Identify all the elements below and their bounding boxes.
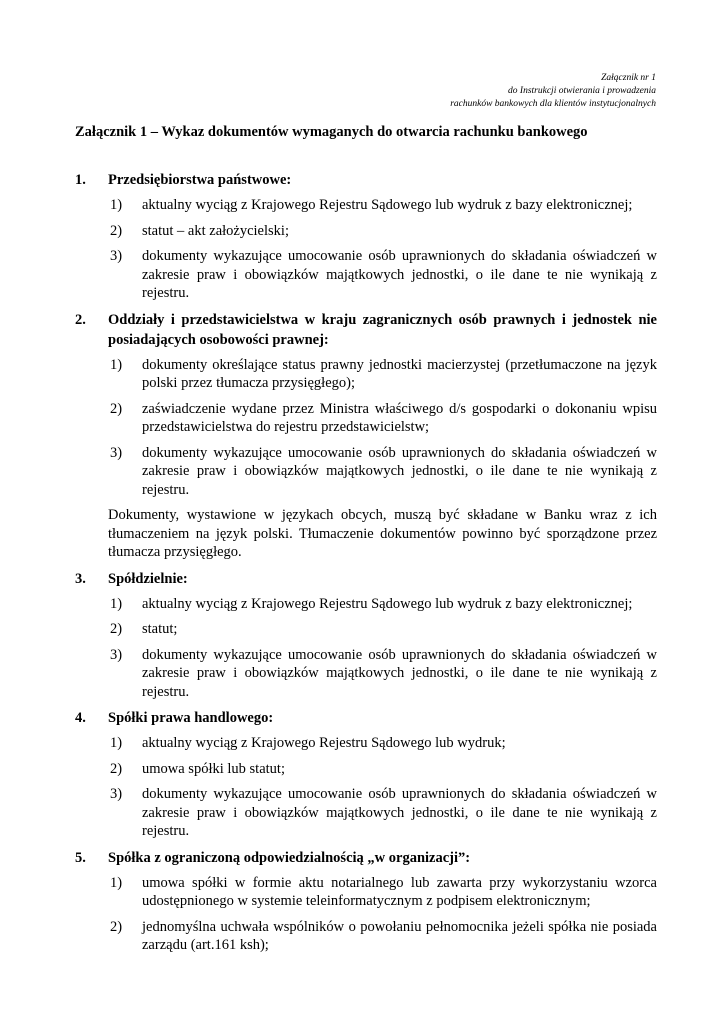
section-heading-text: Oddziały i przedstawicielstwa w kraju zagranicznych osób prawnych i jednostek nie posiadających osobowości prawnej:: [108, 311, 657, 348]
item-number: 3): [110, 444, 123, 461]
section-number: 2.: [75, 311, 86, 328]
list-item: [75, 444, 657, 500]
list-item: [75, 620, 657, 639]
header-note-line-3: rachunków bankowych dla klientów instytucjonalnych: [450, 99, 656, 109]
item-number: 2): [110, 222, 123, 239]
section-5: [75, 848, 657, 955]
attachment-header-note: [450, 72, 656, 111]
item-number: 2): [110, 400, 123, 417]
list-item: [75, 874, 657, 911]
section-items: [75, 356, 657, 500]
list-item: [75, 595, 657, 614]
section-1: [75, 170, 657, 303]
header-note-line-2: do Instrukcji otwierania i prowadzenia: [508, 86, 656, 96]
list-item: [75, 785, 657, 841]
section-heading: [75, 310, 657, 350]
list-item: [75, 196, 657, 215]
document-title: Załącznik 1 – Wykaz dokumentów wymaganych do otwarcia rachunku bankowego: [75, 124, 588, 140]
item-text: aktualny wyciąg z Krajowego Rejestru Sądowego lub wydruk;: [142, 735, 506, 751]
section-items: [75, 196, 657, 303]
section-heading-text: Przedsiębiorstwa państwowe:: [108, 172, 292, 188]
item-number: 3): [110, 786, 123, 802]
list-item: [75, 646, 657, 702]
sections-list: [75, 170, 657, 962]
section-heading: [75, 170, 657, 190]
section-2: [75, 310, 657, 562]
section-number: 1.: [75, 172, 86, 188]
list-item: [75, 760, 657, 779]
section-number: 5.: [75, 849, 86, 866]
list-item: [75, 247, 657, 303]
section-heading: [75, 708, 657, 728]
item-text: dokumenty wykazujące umocowanie osób uprawnionych do składania oświadczeń w zakresie praw i obowiązków majątkowych jednostki, o ile dane te nie wynikają z rejestru.: [142, 786, 657, 839]
list-item: [75, 734, 657, 753]
item-number: 2): [110, 918, 123, 935]
item-number: 3): [110, 646, 123, 663]
item-number: 1): [110, 595, 123, 612]
list-item: [75, 918, 657, 955]
item-text: statut;: [142, 621, 178, 637]
item-number: 2): [110, 760, 123, 777]
section-heading-text: Spółki prawa handlowego:: [108, 710, 274, 726]
item-text: jednomyślna uchwała wspólników o powołaniu pełnomocnika jeżeli spółka nie posiada zarządu (art.161 ksh);: [142, 918, 657, 953]
section-heading: [75, 848, 657, 868]
section-4: [75, 708, 657, 841]
item-text: zaświadczenie wydane przez Ministra właściwego d/s gospodarki o dokonaniu wpisu przedstawicielstwa do rejestru przedstawicielstw;: [142, 400, 657, 435]
item-number: 1): [110, 356, 123, 373]
item-text: aktualny wyciąg z Krajowego Rejestru Sądowego lub wydruk z bazy elektronicznej;: [142, 197, 633, 213]
item-text: statut – akt założycielski;: [142, 222, 289, 239]
section-3: [75, 569, 657, 702]
section-heading: [75, 569, 657, 589]
item-number: 3): [110, 248, 123, 264]
header-note-line-1: Załącznik nr 1: [601, 73, 656, 83]
item-number: 1): [110, 874, 123, 891]
item-text: aktualny wyciąg z Krajowego Rejestru Sądowego lub wydruk z bazy elektronicznej;: [142, 595, 633, 612]
section-items: [75, 595, 657, 702]
section-heading-text: Spółdzielnie:: [108, 570, 188, 587]
list-item: [75, 356, 657, 393]
list-item: [75, 400, 657, 437]
item-number: 1): [110, 197, 123, 213]
item-text: umowa spółki lub statut;: [142, 760, 285, 777]
item-text: dokumenty wykazujące umocowanie osób uprawnionych do składania oświadczeń w zakresie praw i obowiązków majątkowych jednostki, o ile dane te nie wynikają z rejestru.: [142, 646, 657, 700]
section-number: 4.: [75, 710, 86, 726]
section-number: 3.: [75, 570, 86, 587]
item-text: dokumenty wykazujące umocowanie osób uprawnionych do składania oświadczeń w zakresie praw i obowiązków majątkowych jednostki, o ile dane te nie wynikają z rejestru.: [142, 444, 657, 498]
item-text: umowa spółki w formie aktu notarialnego lub zawarta przy wykorzystaniu wzorca udostępnionego w systemie teleinformatycznym z podpisem elektronicznym;: [142, 874, 657, 909]
item-text: dokumenty wykazujące umocowanie osób uprawnionych do składania oświadczeń w zakresie praw i obowiązków majątkowych jednostki, o ile dane te nie wynikają z rejestru.: [142, 248, 657, 301]
item-text: dokumenty określające status prawny jednostki macierzystej (przetłumaczone na język polski przez tłumacza przysięgłego);: [142, 356, 657, 391]
section-items: [75, 734, 657, 841]
section-items: [75, 874, 657, 955]
list-item: [75, 222, 657, 241]
item-number: 1): [110, 735, 123, 751]
translation-note: Dokumenty, wystawione w językach obcych, muszą być składane w Banku wraz z ich tłumaczeniem na język polski. Tłumaczenie dokumentów powinno być sporządzone przez tłumacza przysięgłego.: [108, 507, 657, 560]
section-heading-text: Spółka z ograniczoną odpowiedzialnością „w organizacji”:: [108, 849, 471, 866]
item-number: 2): [110, 621, 123, 637]
